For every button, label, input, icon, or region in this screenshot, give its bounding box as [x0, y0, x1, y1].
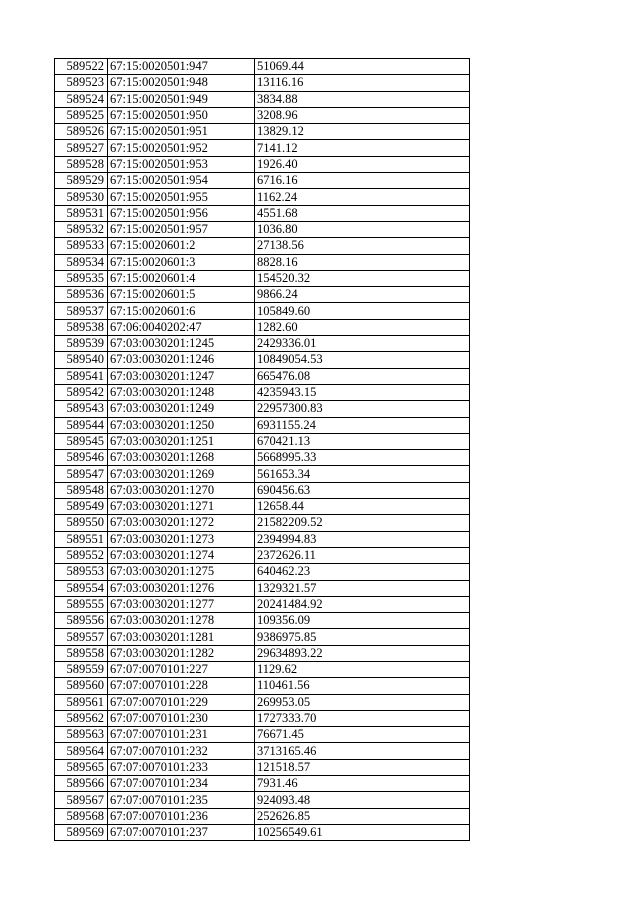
table-row — [55, 221, 470, 237]
value-cell: 2429336.01 — [255, 336, 470, 352]
cadastral-number-cell: 67:15:0020501:956 — [108, 205, 255, 221]
row-number-cell: 589561 — [55, 694, 108, 710]
table-row — [55, 645, 470, 661]
table-row — [55, 482, 470, 498]
table-row — [55, 205, 470, 221]
row-number-cell: 589545 — [55, 433, 108, 449]
value-cell: 665476.08 — [255, 368, 470, 384]
cadastral-number-cell: 67:15:0020501:951 — [108, 124, 255, 140]
table-row — [55, 75, 470, 91]
cadastral-number-cell: 67:15:0020501:954 — [108, 173, 255, 189]
value-cell: 10849054.53 — [255, 352, 470, 368]
table-row — [55, 254, 470, 270]
value-cell: 6931155.24 — [255, 417, 470, 433]
cadastral-number-cell: 67:07:0070101:231 — [108, 727, 255, 743]
table-body — [55, 59, 470, 841]
value-cell: 121518.57 — [255, 759, 470, 775]
table-row — [55, 694, 470, 710]
value-cell: 22957300.83 — [255, 401, 470, 417]
value-cell: 3713165.46 — [255, 743, 470, 759]
table-row — [55, 140, 470, 156]
cadastral-number-cell: 67:15:0020501:957 — [108, 221, 255, 237]
value-cell: 10256549.61 — [255, 824, 470, 840]
row-number-cell: 589541 — [55, 368, 108, 384]
value-cell: 1129.62 — [255, 661, 470, 677]
table-row — [55, 401, 470, 417]
row-number-cell: 589531 — [55, 205, 108, 221]
value-cell: 109356.09 — [255, 613, 470, 629]
cadastral-number-cell: 67:03:0030201:1277 — [108, 596, 255, 612]
table-row — [55, 59, 470, 75]
cadastral-number-cell: 67:03:0030201:1250 — [108, 417, 255, 433]
table-row — [55, 336, 470, 352]
value-cell: 4235943.15 — [255, 384, 470, 400]
value-cell: 13116.16 — [255, 75, 470, 91]
table-row — [55, 499, 470, 515]
row-number-cell: 589538 — [55, 319, 108, 335]
row-number-cell: 589565 — [55, 759, 108, 775]
row-number-cell: 589537 — [55, 303, 108, 319]
cadastral-number-cell: 67:03:0030201:1281 — [108, 629, 255, 645]
row-number-cell: 589526 — [55, 124, 108, 140]
row-number-cell: 589558 — [55, 645, 108, 661]
table-row — [55, 173, 470, 189]
table-row — [55, 776, 470, 792]
cadastral-number-cell: 67:03:0030201:1273 — [108, 531, 255, 547]
cadastral-number-cell: 67:07:0070101:227 — [108, 661, 255, 677]
table-row — [55, 466, 470, 482]
table-row — [55, 727, 470, 743]
row-number-cell: 589527 — [55, 140, 108, 156]
value-cell: 9386975.85 — [255, 629, 470, 645]
table-row — [55, 824, 470, 840]
table-row — [55, 368, 470, 384]
row-number-cell: 589560 — [55, 678, 108, 694]
row-number-cell: 589539 — [55, 336, 108, 352]
row-number-cell: 589546 — [55, 450, 108, 466]
value-cell: 252626.85 — [255, 808, 470, 824]
value-cell: 924093.48 — [255, 792, 470, 808]
cadastral-number-cell: 67:15:0020601:4 — [108, 270, 255, 286]
cadastral-number-cell: 67:15:0020601:2 — [108, 238, 255, 254]
cadastral-number-cell: 67:03:0030201:1276 — [108, 580, 255, 596]
value-cell: 690456.63 — [255, 482, 470, 498]
value-cell: 1329321.57 — [255, 580, 470, 596]
value-cell: 1727333.70 — [255, 710, 470, 726]
value-cell: 670421.13 — [255, 433, 470, 449]
row-number-cell: 589554 — [55, 580, 108, 596]
row-number-cell: 589553 — [55, 564, 108, 580]
value-cell: 27138.56 — [255, 238, 470, 254]
row-number-cell: 589549 — [55, 499, 108, 515]
value-cell: 1036.80 — [255, 221, 470, 237]
row-number-cell: 589547 — [55, 466, 108, 482]
row-number-cell: 589559 — [55, 661, 108, 677]
cadastral-number-cell: 67:07:0070101:234 — [108, 776, 255, 792]
value-cell: 7141.12 — [255, 140, 470, 156]
table-row — [55, 808, 470, 824]
cadastral-number-cell: 67:07:0070101:229 — [108, 694, 255, 710]
table-row — [55, 792, 470, 808]
row-number-cell: 589524 — [55, 91, 108, 107]
cadastral-number-cell: 67:07:0070101:236 — [108, 808, 255, 824]
cadastral-number-cell: 67:07:0070101:232 — [108, 743, 255, 759]
cadastral-number-cell: 67:03:0030201:1245 — [108, 336, 255, 352]
table-row — [55, 678, 470, 694]
cadastral-number-cell: 67:03:0030201:1278 — [108, 613, 255, 629]
table-row — [55, 303, 470, 319]
cadastral-number-cell: 67:15:0020501:948 — [108, 75, 255, 91]
row-number-cell: 589528 — [55, 156, 108, 172]
cadastral-number-cell: 67:03:0030201:1251 — [108, 433, 255, 449]
row-number-cell: 589563 — [55, 727, 108, 743]
table-row — [55, 547, 470, 563]
value-cell: 640462.23 — [255, 564, 470, 580]
table-row — [55, 319, 470, 335]
table-row — [55, 580, 470, 596]
table-row — [55, 564, 470, 580]
cadastral-number-cell: 67:03:0030201:1272 — [108, 515, 255, 531]
table-row — [55, 743, 470, 759]
table-row — [55, 384, 470, 400]
table-row — [55, 287, 470, 303]
cadastral-number-cell: 67:03:0030201:1247 — [108, 368, 255, 384]
row-number-cell: 589552 — [55, 547, 108, 563]
cadastral-number-cell: 67:15:0020601:3 — [108, 254, 255, 270]
row-number-cell: 589540 — [55, 352, 108, 368]
row-number-cell: 589543 — [55, 401, 108, 417]
cadastral-number-cell: 67:15:0020501:949 — [108, 91, 255, 107]
row-number-cell: 589533 — [55, 238, 108, 254]
row-number-cell: 589534 — [55, 254, 108, 270]
value-cell: 1282.60 — [255, 319, 470, 335]
table-row — [55, 433, 470, 449]
value-cell: 12658.44 — [255, 499, 470, 515]
table-row — [55, 107, 470, 123]
row-number-cell: 589525 — [55, 107, 108, 123]
cadastral-number-cell: 67:15:0020601:5 — [108, 287, 255, 303]
row-number-cell: 589544 — [55, 417, 108, 433]
row-number-cell: 589529 — [55, 173, 108, 189]
cadastral-number-cell: 67:03:0030201:1249 — [108, 401, 255, 417]
table-row — [55, 596, 470, 612]
cadastral-number-cell: 67:07:0070101:230 — [108, 710, 255, 726]
cadastral-number-cell: 67:07:0070101:228 — [108, 678, 255, 694]
table-row — [55, 270, 470, 286]
cadastral-number-cell: 67:15:0020501:947 — [108, 59, 255, 75]
row-number-cell: 589562 — [55, 710, 108, 726]
row-number-cell: 589548 — [55, 482, 108, 498]
table-row — [55, 613, 470, 629]
value-cell: 7931.46 — [255, 776, 470, 792]
value-cell: 13829.12 — [255, 124, 470, 140]
value-cell: 6716.16 — [255, 173, 470, 189]
row-number-cell: 589566 — [55, 776, 108, 792]
cadastral-number-cell: 67:15:0020601:6 — [108, 303, 255, 319]
value-cell: 3834.88 — [255, 91, 470, 107]
cadastral-number-cell: 67:07:0070101:233 — [108, 759, 255, 775]
value-cell: 8828.16 — [255, 254, 470, 270]
value-cell: 21582209.52 — [255, 515, 470, 531]
row-number-cell: 589530 — [55, 189, 108, 205]
value-cell: 110461.56 — [255, 678, 470, 694]
value-cell: 76671.45 — [255, 727, 470, 743]
value-cell: 4551.68 — [255, 205, 470, 221]
value-cell: 51069.44 — [255, 59, 470, 75]
table-row — [55, 515, 470, 531]
cadastral-number-cell: 67:03:0030201:1270 — [108, 482, 255, 498]
row-number-cell: 589557 — [55, 629, 108, 645]
cadastral-number-cell: 67:15:0020501:950 — [108, 107, 255, 123]
value-cell: 20241484.92 — [255, 596, 470, 612]
row-number-cell: 589569 — [55, 824, 108, 840]
table-row — [55, 156, 470, 172]
table-row — [55, 450, 470, 466]
cadastral-number-cell: 67:03:0030201:1275 — [108, 564, 255, 580]
table-row — [55, 124, 470, 140]
cadastral-value-table — [54, 58, 470, 841]
value-cell: 2372626.11 — [255, 547, 470, 563]
table-row — [55, 238, 470, 254]
cadastral-number-cell: 67:03:0030201:1271 — [108, 499, 255, 515]
row-number-cell: 589536 — [55, 287, 108, 303]
cadastral-number-cell: 67:03:0030201:1282 — [108, 645, 255, 661]
cadastral-number-cell: 67:03:0030201:1248 — [108, 384, 255, 400]
row-number-cell: 589555 — [55, 596, 108, 612]
value-cell: 9866.24 — [255, 287, 470, 303]
table-row — [55, 629, 470, 645]
cadastral-number-cell: 67:03:0030201:1246 — [108, 352, 255, 368]
value-cell: 29634893.22 — [255, 645, 470, 661]
table-row — [55, 531, 470, 547]
table-row — [55, 759, 470, 775]
value-cell: 105849.60 — [255, 303, 470, 319]
cadastral-number-cell: 67:15:0020501:952 — [108, 140, 255, 156]
value-cell: 3208.96 — [255, 107, 470, 123]
cadastral-number-cell: 67:07:0070101:235 — [108, 792, 255, 808]
table-row — [55, 710, 470, 726]
cadastral-number-cell: 67:07:0070101:237 — [108, 824, 255, 840]
row-number-cell: 589556 — [55, 613, 108, 629]
table-row — [55, 91, 470, 107]
value-cell: 1162.24 — [255, 189, 470, 205]
row-number-cell: 589568 — [55, 808, 108, 824]
table-row — [55, 417, 470, 433]
table-row — [55, 189, 470, 205]
cadastral-number-cell: 67:03:0030201:1274 — [108, 547, 255, 563]
row-number-cell: 589564 — [55, 743, 108, 759]
row-number-cell: 589542 — [55, 384, 108, 400]
row-number-cell: 589523 — [55, 75, 108, 91]
table-row — [55, 661, 470, 677]
value-cell: 269953.05 — [255, 694, 470, 710]
cadastral-number-cell: 67:15:0020501:953 — [108, 156, 255, 172]
value-cell: 2394994.83 — [255, 531, 470, 547]
value-cell: 561653.34 — [255, 466, 470, 482]
cadastral-number-cell: 67:03:0030201:1268 — [108, 450, 255, 466]
row-number-cell: 589522 — [55, 59, 108, 75]
row-number-cell: 589535 — [55, 270, 108, 286]
cadastral-number-cell: 67:03:0030201:1269 — [108, 466, 255, 482]
value-cell: 154520.32 — [255, 270, 470, 286]
cadastral-number-cell: 67:06:0040202:47 — [108, 319, 255, 335]
row-number-cell: 589567 — [55, 792, 108, 808]
row-number-cell: 589550 — [55, 515, 108, 531]
value-cell: 5668995.33 — [255, 450, 470, 466]
table-row — [55, 352, 470, 368]
row-number-cell: 589532 — [55, 221, 108, 237]
value-cell: 1926.40 — [255, 156, 470, 172]
cadastral-number-cell: 67:15:0020501:955 — [108, 189, 255, 205]
row-number-cell: 589551 — [55, 531, 108, 547]
